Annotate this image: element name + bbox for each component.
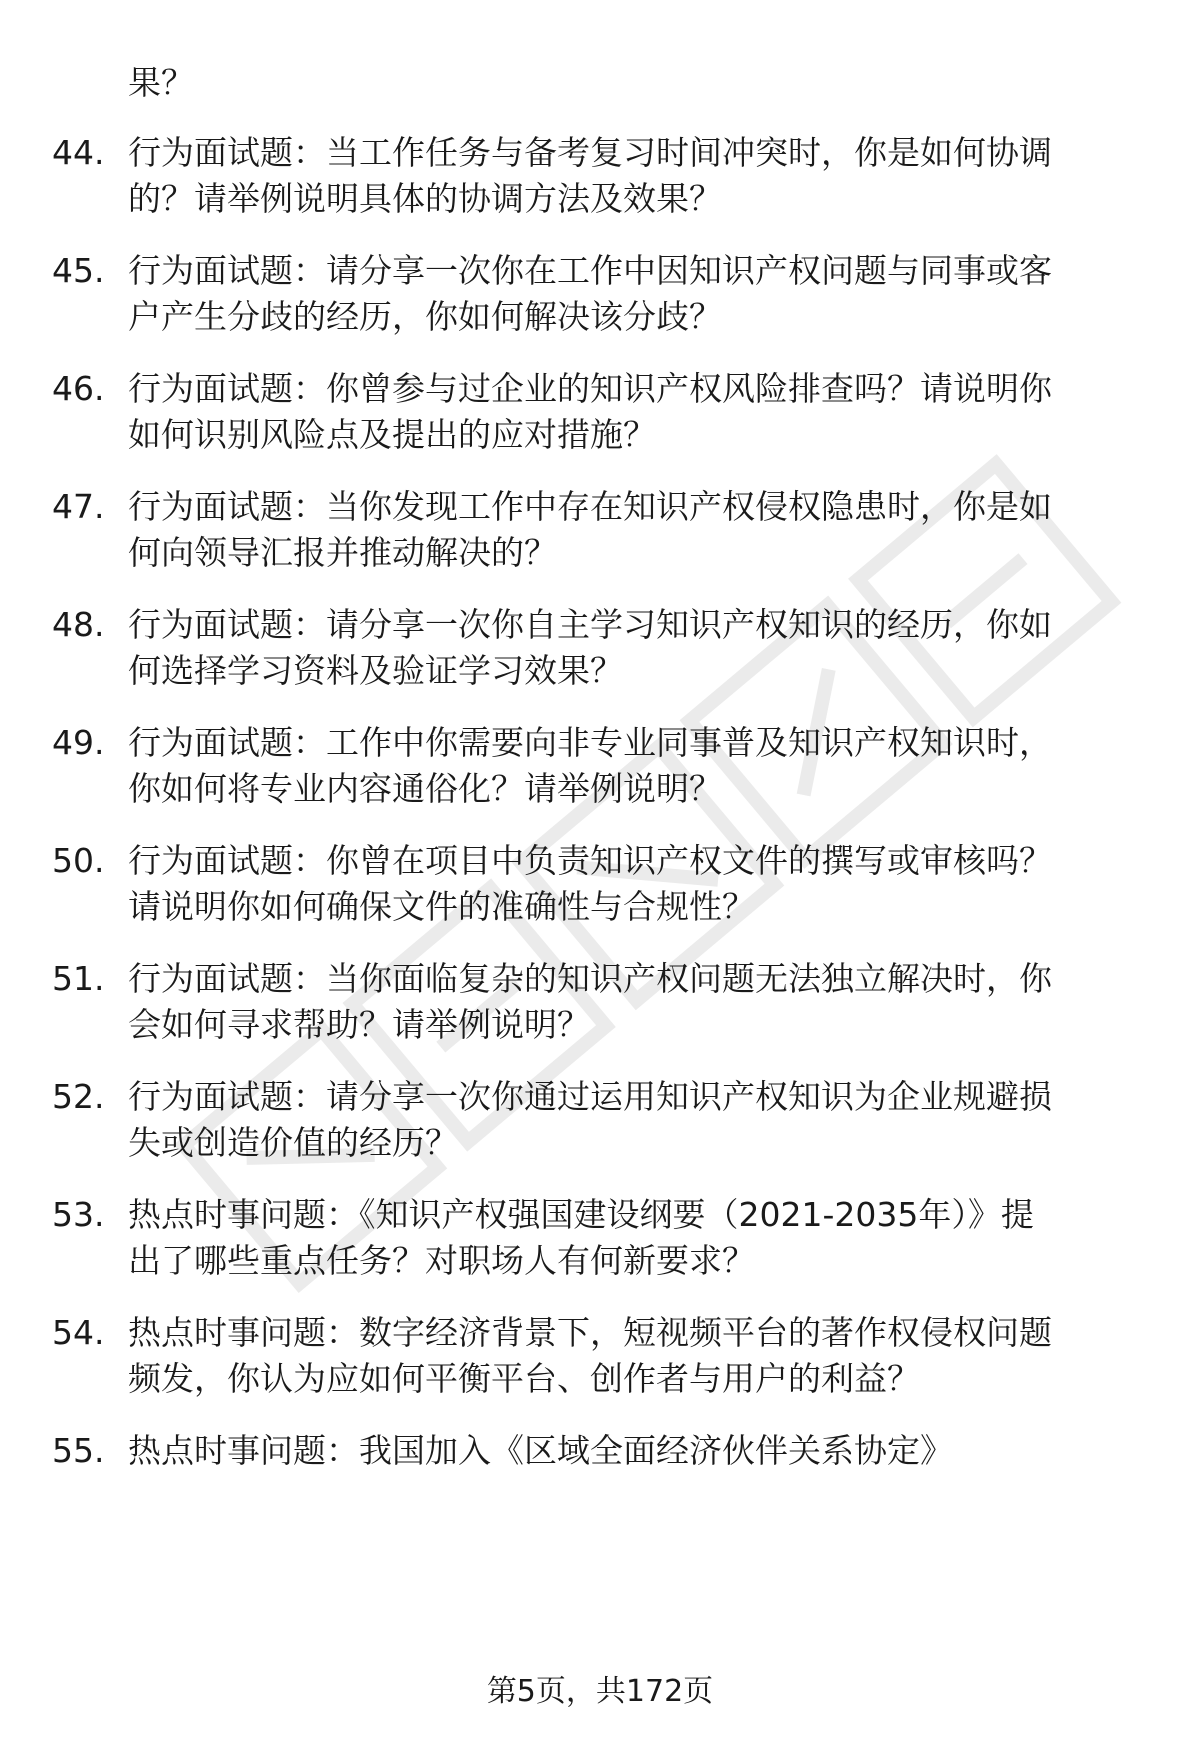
question-text: 热点时事问题：数字经济背景下，短视频平台的著作权侵权问题 频发，你认为应如何平衡平台、创作者与用户的利益？ [128,1313,1052,1398]
question-text: 行为面试题：请分享一次你自主学习知识产权知识的经历，你如 何选择学习资料及验证学习效果？ [128,605,1052,690]
question-number: 53. [52,1195,105,1234]
question-text: 行为面试题：当工作任务与备考复习时间冲突时，你是如何协调 的？请举例说明具体的协调方法及效果？ [128,133,1052,218]
question-number: 51. [52,959,105,998]
question-number: 46. [52,369,105,408]
page-footer: 第5页，共172页 [486,1674,714,1709]
question-number: 44. [52,133,105,172]
continuation-text: 果？ [128,63,194,102]
question-text: 行为面试题：工作中你需要向非专业同事普及知识产权知识时， 你如何将专业内容通俗化？请举例说明？ [128,723,1052,808]
question-number: 54. [52,1313,105,1352]
question-text: 行为面试题：请分享一次你在工作中因知识产权问题与同事或客 户产生分歧的经历，你如何解决该分歧？ [128,251,1052,336]
question-number: 49. [52,723,105,762]
question-text: 热点时事问题：我国加入《区域全面经济伙伴关系协定》 [128,1431,953,1470]
question-number: 52. [52,1077,105,1116]
question-text: 行为面试题：你曾在项目中负责知识产权文件的撰写或审核吗？ 请说明你如何确保文件的准确性与合规性？ [128,841,1052,926]
question-text: 行为面试题：你曾参与过企业的知识产权风险排查吗？请说明你 如何识别风险点及提出的应对措施？ [128,369,1052,454]
question-text: 热点时事问题：《知识产权强国建设纲要（2021-2035年）》提 出了哪些重点任务？对职场人有何新要求？ [128,1195,1034,1280]
question-text: 行为面试题：请分享一次你通过运用知识产权知识为企业规避损 失或创造价值的经历？ [128,1077,1052,1162]
question-number: 50. [52,841,105,880]
question-text: 行为面试题：当你面临复杂的知识产权问题无法独立解决时，你 会如何寻求帮助？请举例说明？ [128,959,1052,1044]
question-number: 47. [52,487,105,526]
question-number: 48. [52,605,105,644]
question-text: 行为面试题：当你发现工作中存在知识产权侵权隐患时，你是如 何向领导汇报并推动解决的？ [128,487,1052,572]
question-number: 55. [52,1431,105,1470]
question-number: 45. [52,251,105,290]
